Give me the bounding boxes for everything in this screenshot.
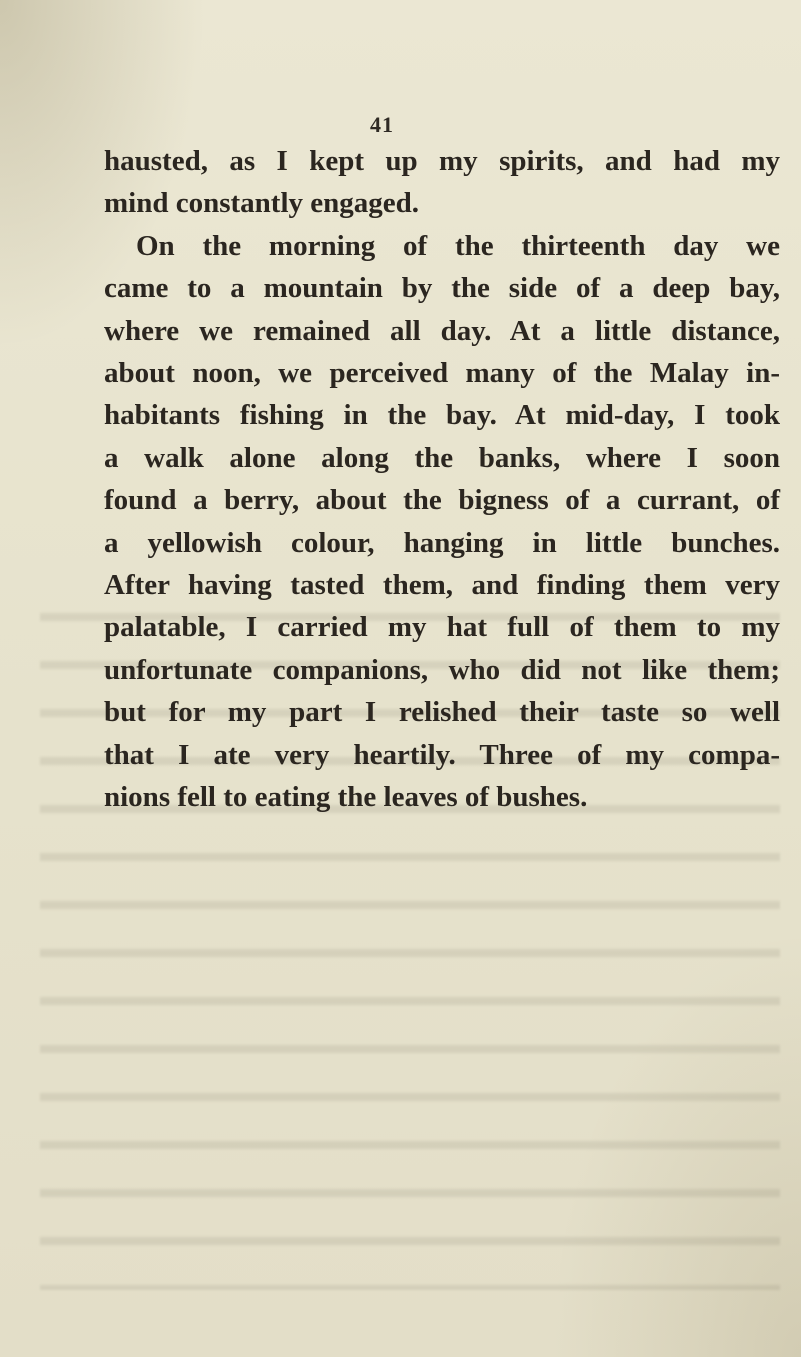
page-body-text xyxy=(104,140,780,819)
text-line: palatable, I carried my hat full of them to my xyxy=(104,611,780,644)
text-line: unfortunate companions, who did not like them; xyxy=(104,653,780,686)
text-line: nions fell to eating the leaves of bushes. xyxy=(104,781,588,814)
text-line: a yellowish colour, hanging in little bunches. xyxy=(104,526,780,559)
text-line: mind constantly engaged. xyxy=(104,187,420,220)
text-line: hausted, as I kept up my spirits, and had my xyxy=(104,145,780,177)
text-line: On the morning of the thirteenth day we xyxy=(136,229,780,262)
page-number: 41 xyxy=(370,112,394,137)
text-line: found a berry, about the bigness of a currant, of xyxy=(104,484,780,517)
text-line: a walk alone along the banks, where I soon xyxy=(104,441,780,474)
text-line: that I ate very heartily. Three of my compa- xyxy=(104,738,780,771)
text-line: about noon, we perceived many of the Malay in- xyxy=(104,357,780,390)
text-line: After having tasted them, and finding them very xyxy=(104,569,780,602)
text-line: habitants fishing in the bay. At mid-day, I took xyxy=(104,399,780,432)
text-line: but for my part I relished their taste so well xyxy=(104,696,780,729)
text-line: came to a mountain by the side of a deep bay, xyxy=(104,272,780,305)
text-line: where we remained all day. At a little distance, xyxy=(104,314,780,347)
